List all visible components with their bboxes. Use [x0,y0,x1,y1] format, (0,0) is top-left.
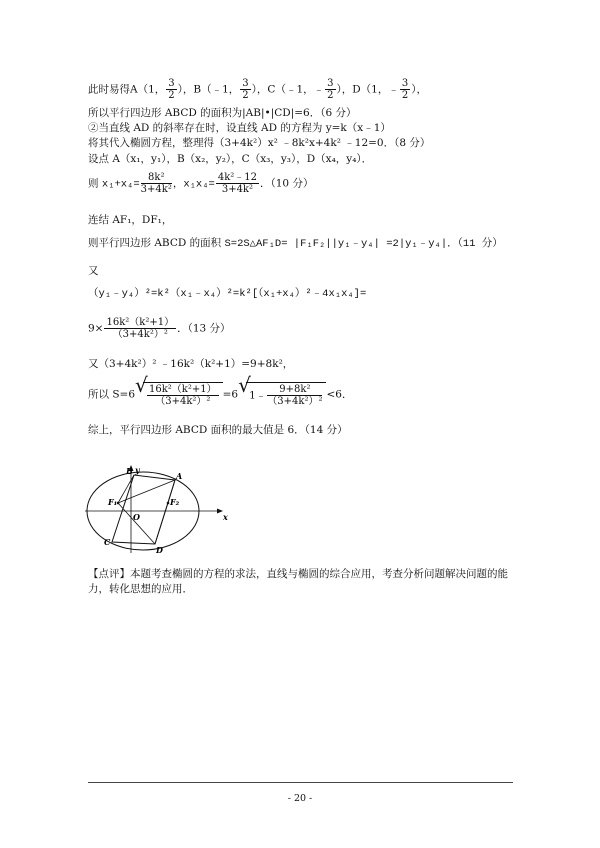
result-line [88,317,231,340]
also-line: 又 [88,265,99,277]
numerator: 3 [401,78,409,89]
point-b: ），B（﹣1， [177,83,240,96]
text: 此时易得 [88,83,130,96]
fraction [166,78,176,101]
text: 则平行四边形 ABCD 的面积 [88,237,222,249]
denominator: 2 [242,90,249,101]
text: 9× [88,322,104,335]
substitution-line: 将其代入椭圆方程，整理得（3+4k²）x² ﹣8k²x+4k² ﹣12=0．（8 分） [88,137,431,149]
fraction [147,384,219,407]
s-bound-line [88,382,352,407]
text: ）， [411,83,427,96]
label-a: A [176,471,183,481]
label-f1: F₁ [108,497,118,507]
denominator: 3+4k² [221,184,253,195]
denominator: 2 [327,90,334,101]
text: ．（10 分） [260,177,314,190]
numerator: 16k²（k²+1） [106,317,175,328]
numerator: 8k² [141,172,172,184]
segment-df1 [118,503,155,544]
denominator: 2 [401,90,409,101]
connect-line: 连结 AF₁，DF₁， [88,214,173,226]
label-y: y [135,465,140,475]
numerator: √ 16k²（k²+1） [149,384,217,395]
comment-line-1: 【点评】本题考查椭圆的方程的求法，直线与椭圆的综合应用，考查分析问题解决问题的能 [88,568,508,580]
text: 所以 S=6 [88,388,136,401]
fraction [267,384,322,407]
sqrt [246,382,326,407]
fraction [141,172,172,195]
sum-label: x₁+x₄= [101,178,140,191]
difference-squared-line: （y₁﹣y₄）²=k²（x₁﹣x₄）²=k²[（x₁+x₄）²﹣4x₁x₄]= [88,288,367,300]
text: 则 [88,177,99,190]
numerator: 3 [168,78,175,89]
point-d: ），D（1，﹣ [336,83,399,96]
sqrt [143,382,223,407]
denominator: 3+4k² [140,184,172,195]
numerator: 3 [242,78,249,89]
vieta-line [88,172,313,195]
focus-f2 [167,502,170,505]
points-line [88,78,427,101]
denominator: （3+4k²）² [112,329,168,340]
comment-line-2: 力，转化思想的应用． [88,583,193,595]
label-origin: O [133,512,140,522]
text: =6 [222,388,239,401]
text: 1﹣ [249,389,267,402]
identity-line: 又（3+4k²）² ﹣16k²（k²+1）=9+8k²， [88,358,294,370]
point-c: ），C（﹣1，﹣ [251,83,325,96]
segment-f2d [155,503,168,544]
footer-divider [88,782,513,783]
page-number: - 20 - [287,793,313,804]
segment-af1 [118,480,175,503]
conclusion-line: 综上，平行四边形 ABCD 面积的最大值是 6．（14 分） [88,424,348,436]
formula: S=2S△AF₁D= |F₁F₂||y₁﹣y₄| =2|y₁﹣y₄|．（11 分） [224,238,503,250]
point-a: A（1， [130,83,166,96]
label-x: x [223,512,228,522]
denominator: （3+4k²）² [155,396,211,407]
denominator: （3+4k²）² [267,396,323,407]
product-label: ，x₁x₄= [172,178,215,191]
label-b: B [126,466,133,476]
label-f2: F₂ [170,497,180,507]
numerator: 9+8k² [267,384,322,396]
text: <6． [326,388,353,401]
fraction [400,78,410,101]
case-two-line: ②当直线 AD 的斜率存在时，设直线 AD 的方程为 y=k（x﹣1） [88,122,391,134]
numerator: 3 [327,78,334,89]
denominator: 2 [168,90,175,101]
label-c: C [104,537,111,547]
fraction [104,317,176,340]
ellipse-figure [85,465,230,555]
text: ．（13 分） [177,322,231,335]
numerator: 4k²﹣12 [217,172,257,183]
fraction [325,78,335,101]
parallelogram-area-line [88,237,503,251]
fraction [240,78,250,101]
fraction [216,172,259,195]
label-d: D [156,545,163,555]
area-line: 所以平行四边形 ABCD 的面积为|AB|•|CD|=6．（6 分） [88,107,357,119]
points-definition-line: 设点 A（x₁，y₁），B（x₂，y₂），C（x₃，y₃），D（x₄，y₄）． [88,153,373,165]
